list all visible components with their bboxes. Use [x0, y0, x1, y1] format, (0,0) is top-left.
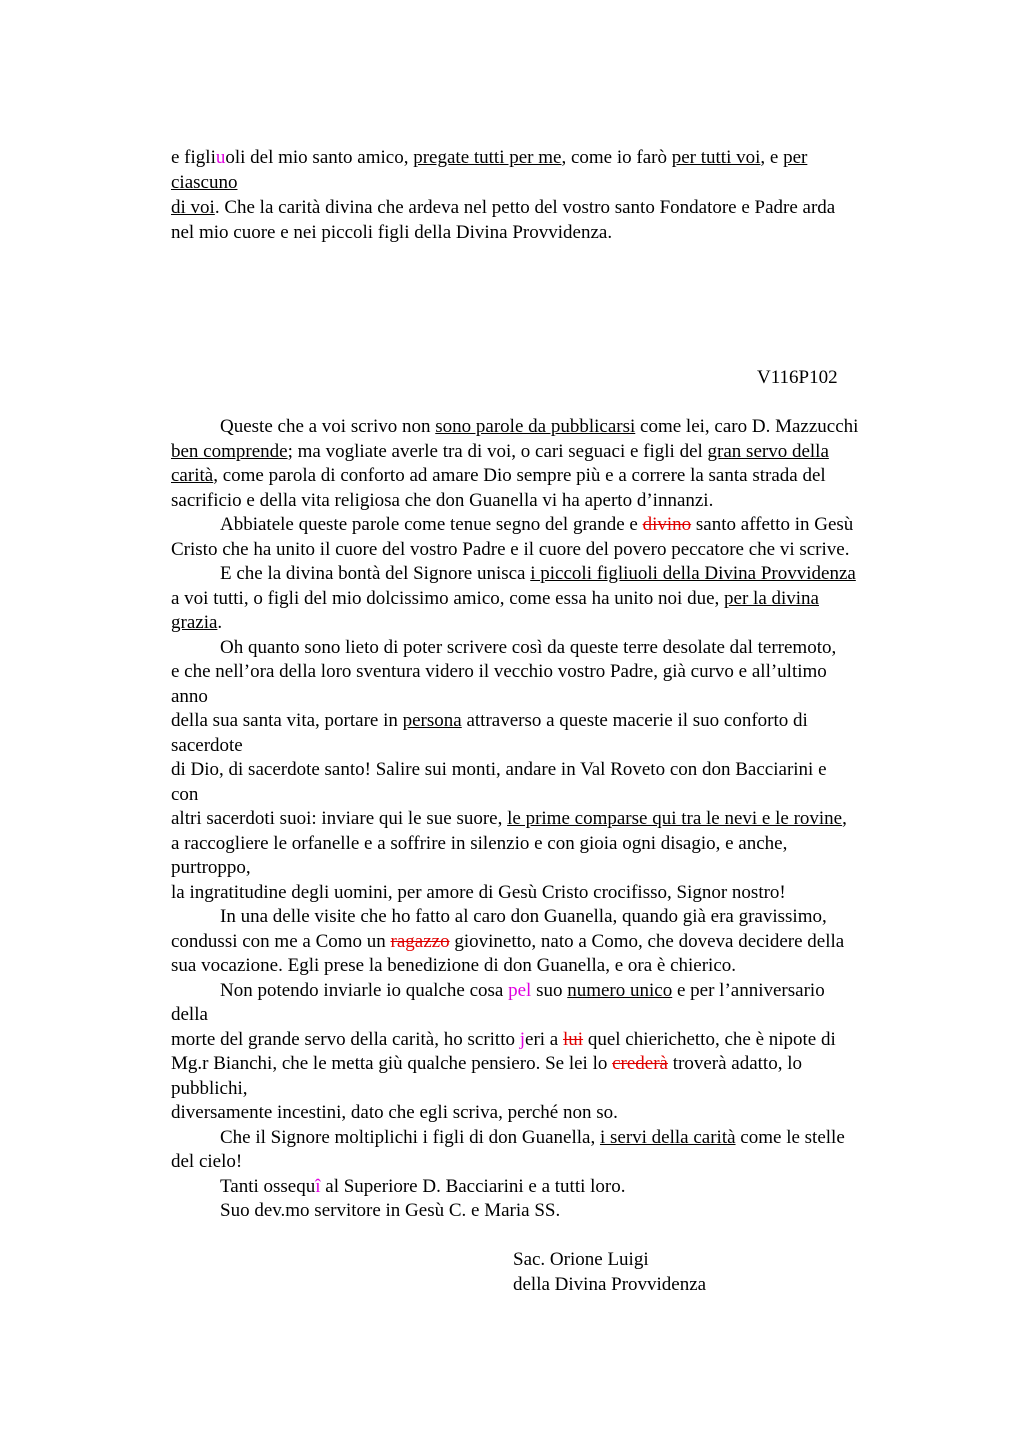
text-run: , e	[760, 147, 784, 168]
text-run: e per l’anniversario	[672, 980, 825, 1001]
text-line	[171, 489, 713, 513]
underlined-text: per la divina	[724, 588, 819, 609]
text-run: e che nell’ora della loro sventura videro il vecchio vostro Padre, già curvo e all’ultimo	[171, 661, 827, 682]
text-run: Mg.r Bianchi, che le metta giù qualche pensiero. Se lei lo	[171, 1053, 613, 1074]
text-line	[171, 685, 208, 709]
text-run: .	[217, 612, 223, 633]
text-line	[171, 783, 198, 807]
text-line	[171, 171, 237, 195]
text-run: al Superiore D. Bacciarini e a tutti loro.	[320, 1176, 626, 1197]
text-run: Oh quanto sono lieto di poter scrivere così da queste terre desolate dal terremoto,	[220, 637, 837, 658]
text-run: troverà adatto, lo	[667, 1053, 802, 1074]
text-run: santo affetto in Gesù	[691, 514, 854, 535]
text-run: giovinetto, nato a Como, che doveva decidere della	[449, 931, 845, 952]
text-run: E che la divina bontà del Signore unisca	[220, 563, 531, 584]
struck-text: lui	[563, 1029, 584, 1050]
underlined-text: ciascuno	[171, 172, 238, 193]
underlined-text: di voi	[171, 197, 215, 218]
text-run: anno	[171, 686, 208, 707]
text-run: sua vocazione. Egli prese la benedizione di don Guanella, e ora è chierico.	[171, 955, 737, 976]
magenta-text: u	[215, 147, 226, 168]
text-line	[171, 734, 243, 758]
underlined-text: per tutti voi	[671, 147, 761, 168]
text-run: , come parola di conforto ad amare Dio sempre più e a correre la santa strada del	[213, 465, 826, 486]
underlined-text: pregate tutti per me	[413, 147, 562, 168]
text-run: la ingratitudine degli uomini, per amore di Gesù Cristo crocifisso, Signor nostro!	[171, 882, 786, 903]
text-run: , come io farò	[561, 147, 672, 168]
text-run: ,	[842, 808, 847, 829]
underlined-text: persona	[402, 710, 462, 731]
text-run: a raccogliere le orfanelle e a soffrire in silenzio e con gioia ogni disagio, e anche,	[171, 833, 788, 854]
signature-name: Sac. Orione Luigi	[513, 1249, 649, 1270]
underlined-text: ben comprende	[171, 441, 288, 462]
text-run: del cielo!	[171, 1151, 243, 1172]
text-line	[171, 1150, 242, 1174]
text-line	[171, 538, 849, 562]
text-run: oli del mio santo amico,	[225, 147, 414, 168]
text-run: attraverso a queste macerie il suo conforto di	[461, 710, 808, 731]
text-run: a voi tutti, o figli del mio dolcissimo amico, come essa ha unito noi due,	[171, 588, 725, 609]
text-line	[171, 856, 251, 880]
magenta-text: î	[315, 1176, 321, 1197]
text-run: altri sacerdoti suoi: inviare qui le sue suore,	[171, 808, 508, 829]
text-line	[171, 146, 807, 170]
magenta-text: j	[519, 1029, 526, 1050]
text-line	[220, 415, 858, 439]
text-line	[171, 1077, 248, 1101]
struck-text: ragazzo	[390, 931, 450, 952]
text-line	[171, 1028, 836, 1052]
text-line	[171, 807, 847, 831]
text-line	[171, 611, 222, 635]
text-run: eri a	[525, 1029, 563, 1050]
text-line	[220, 1175, 626, 1199]
text-line	[171, 440, 829, 464]
underlined-text: per	[783, 147, 808, 168]
text-run: e figli	[171, 147, 216, 168]
text-run: Tanti ossequ	[220, 1176, 316, 1197]
text-run: Che il Signore moltiplichi i figli di don Guanella,	[220, 1127, 600, 1148]
text-run: Queste che a voi scrivo non	[220, 416, 436, 437]
text-run: . Che la carità divina che ardeva nel petto del vostro santo Fondatore e Padre arda	[214, 197, 836, 218]
text-run: Abbiatele queste parole come tenue segno del grande e	[220, 514, 643, 535]
text-line	[171, 660, 827, 684]
text-run: Cristo che ha unito il cuore del vostro Padre e il cuore del povero peccatore che vi scrive.	[171, 539, 850, 560]
text-line	[171, 930, 844, 954]
text-run: quel chierichetto, che è nipote di	[583, 1029, 836, 1050]
text-run: Non potendo inviarle io qualche cosa	[220, 980, 509, 1001]
magenta-text: pel	[508, 980, 532, 1001]
text-run: ; ma vogliate averle tra di voi, o cari seguaci e figli del	[287, 441, 708, 462]
text-run: della	[171, 1004, 208, 1025]
text-run: condussi con me a Como un	[171, 931, 391, 952]
text-run: della sua santa vita, portare in	[171, 710, 403, 731]
text-line	[171, 196, 835, 220]
text-run: nel mio cuore e nei piccoli figli della Divina Provvidenza.	[171, 222, 613, 243]
text-run: come lei, caro D. Mazzucchi	[635, 416, 859, 437]
text-run: suo	[531, 980, 568, 1001]
text-line	[171, 464, 826, 488]
underlined-text: gran servo della	[707, 441, 829, 462]
text-line	[220, 513, 853, 537]
text-run: In una delle visite che ho fatto al caro don Guanella, quando già era gravissimo,	[220, 906, 827, 927]
text-line	[171, 1003, 208, 1027]
text-line	[171, 1101, 618, 1125]
text-run: con	[171, 784, 199, 805]
page-reference: V116P102	[757, 367, 838, 388]
text-line	[171, 709, 808, 733]
text-line	[220, 905, 827, 929]
text-line	[171, 1052, 802, 1076]
underlined-text: i servi della carità	[599, 1127, 736, 1148]
text-line	[171, 221, 612, 245]
text-run: diversamente incestini, dato che egli scriva, perché non so.	[171, 1102, 618, 1123]
text-run: sacerdote	[171, 735, 243, 756]
text-line	[171, 881, 786, 905]
text-line	[171, 587, 819, 611]
text-line	[220, 979, 825, 1003]
underlined-text: grazia	[171, 612, 218, 633]
text-run: sacrificio e della vita religiosa che don Guanella vi ha aperto d’innanzi.	[171, 490, 714, 511]
underlined-text: carità	[171, 465, 214, 486]
signature-title: della Divina Provvidenza	[513, 1274, 707, 1295]
underlined-text: numero unico	[567, 980, 673, 1001]
text-run: come le stelle	[735, 1127, 845, 1148]
text-line	[220, 636, 836, 660]
text-line	[220, 562, 856, 586]
text-run: purtroppo,	[171, 857, 251, 878]
underlined-text: le prime comparse qui tra le nevi e le rovine	[507, 808, 843, 829]
text-run: morte del grande servo della carità, ho scritto	[171, 1029, 520, 1050]
text-line	[171, 758, 827, 782]
struck-text: divino	[642, 514, 692, 535]
struck-text: crederà	[612, 1053, 668, 1074]
text-run: Suo dev.mo servitore in Gesù C. e Maria SS.	[220, 1200, 561, 1221]
text-line	[220, 1199, 560, 1223]
text-line	[220, 1126, 845, 1150]
text-run: di Dio, di sacerdote santo! Salire sui monti, andare in Val Roveto con don Bacciarini e	[171, 759, 827, 780]
text-line	[171, 832, 787, 856]
underlined-text: i piccoli figliuoli della Divina Provvidenza	[530, 563, 856, 584]
underlined-text: sono parole da pubblicarsi	[435, 416, 636, 437]
text-line	[171, 954, 736, 978]
text-run: pubblichi,	[171, 1078, 248, 1099]
